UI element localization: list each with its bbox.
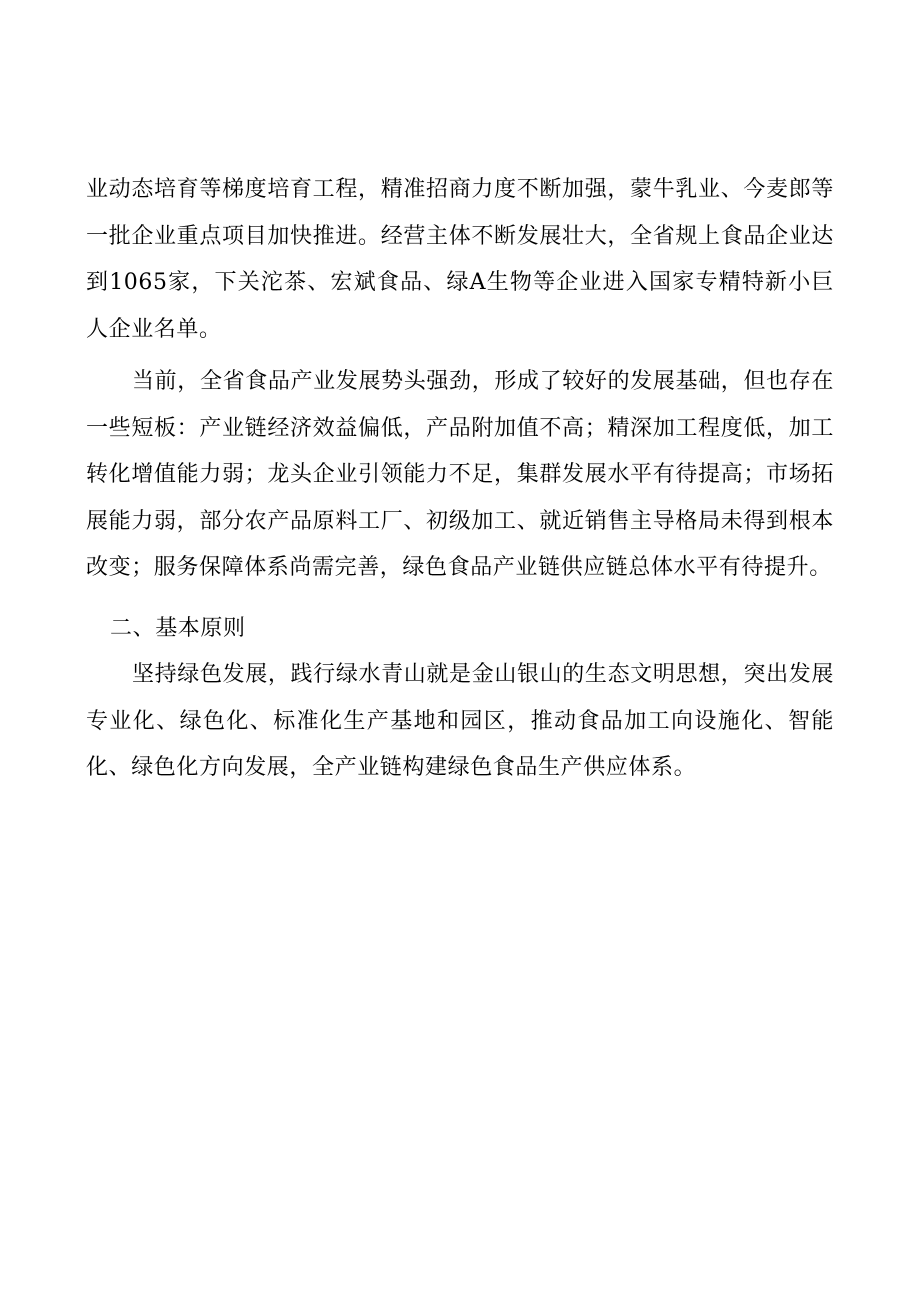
paragraph-principles: 坚持绿色发展，践行绿水青山就是金山银山的生态文明思想，突出发展专业化、绿色化、标准化生产基地和园区，推动食品加工向设施化、智能化、绿色化方向发展，全产业链构建绿色食品生产供应体系。: [86, 662, 834, 780]
section-heading: 二、基本原则: [110, 615, 246, 641]
paragraph-current-status: 当前，全省食品产业发展势头强劲，形成了较好的发展基础，但也存在一些短板：产业链经济效益偏低，产品附加值不高；精深加工程度低，加工转化增值能力弱；龙头企业引领能力不足，集群发展水平有待提高；市场拓展能力弱，部分农产品原料工厂、初级加工、就近销售主导格局未得到根本改变；服务保障体系尚需完善，绿色食品产业链供应链总体水平有待提升。: [86, 369, 834, 580]
section-spacer: [86, 592, 834, 606]
document-body: [86, 167, 834, 792]
paragraph-continuation: 业动态培育等梯度培育工程，精准招商力度不断加强，蒙牛乳业、今麦郎等一批企业重点项目加快推进。经营主体不断发展壮大，全省规上食品企业达到1065家，下关沱茶、宏斌食品、绿A生物等企业进入国家专精特新小巨人企业名单。: [86, 177, 834, 342]
